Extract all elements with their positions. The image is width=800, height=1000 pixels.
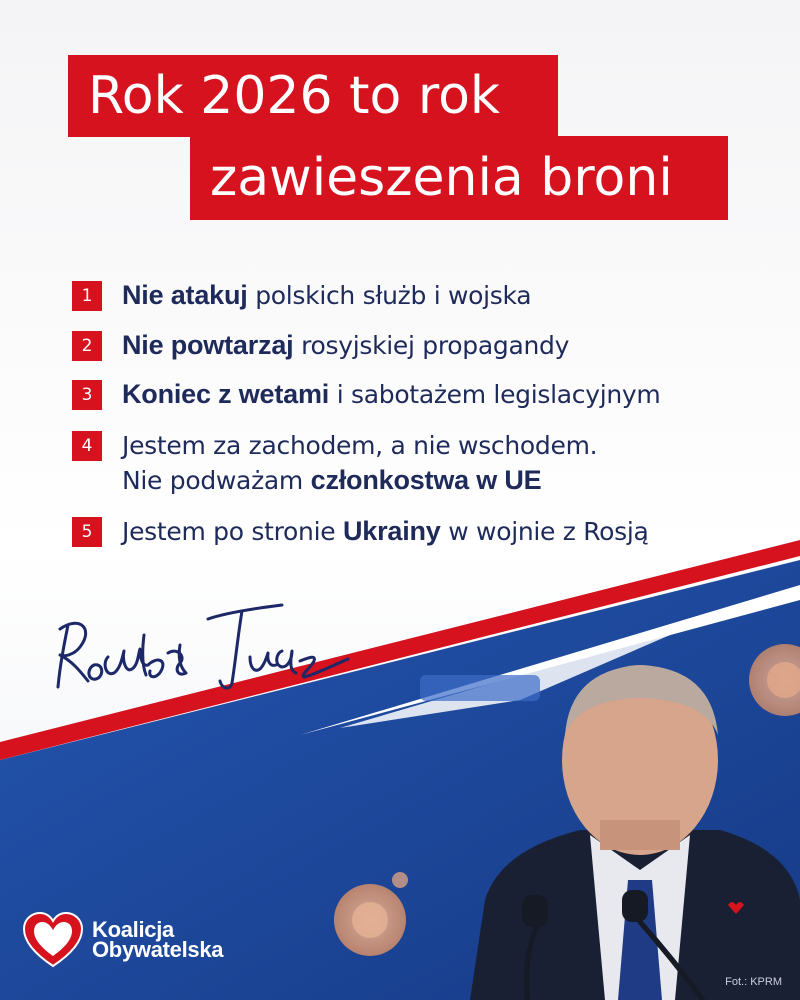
item-rest: polskich służb i wojska xyxy=(247,281,532,310)
item-text xyxy=(122,278,531,313)
item-number-badge: 2 xyxy=(72,331,102,361)
item-number-badge: 3 xyxy=(72,380,102,410)
logo-line-1: Koalicja xyxy=(92,917,174,942)
item-text xyxy=(122,514,649,549)
item-bold: Koniec z wetami xyxy=(122,379,330,409)
item-bold: członkostwa w UE xyxy=(310,465,542,495)
item-pre: Jestem po stronie xyxy=(122,517,343,546)
list-item-1 xyxy=(72,278,531,313)
logo-text xyxy=(92,917,224,962)
item-pre: Nie podważam xyxy=(122,466,311,495)
list-item-2 xyxy=(72,328,569,363)
item-line-2 xyxy=(122,463,597,498)
item-rest: rosyjskiej propagandy xyxy=(293,331,570,360)
list-item-4 xyxy=(72,428,597,498)
item-text xyxy=(122,377,660,412)
title-line-2 xyxy=(190,136,728,220)
item-bold: Nie powtarzaj xyxy=(122,330,294,360)
heart-icon xyxy=(22,912,84,968)
item-text xyxy=(122,428,597,498)
signature xyxy=(50,595,360,705)
photo-credit: Fot.: KPRM xyxy=(725,976,782,988)
item-number-badge: 5 xyxy=(72,517,102,547)
item-rest: i sabotażem legislacyjnym xyxy=(329,380,661,409)
item-text xyxy=(122,328,569,363)
item-line-1: Jestem za zachodem, a nie wschodem. xyxy=(122,431,598,460)
title-text-1: Rok 2026 to rok xyxy=(88,66,501,126)
party-logo xyxy=(22,912,223,968)
title-text-2: zawieszenia broni xyxy=(210,148,673,208)
item-number-badge: 4 xyxy=(72,431,102,461)
item-bold: Ukrainy xyxy=(342,516,441,546)
item-number-badge: 1 xyxy=(72,281,102,311)
list-item-3 xyxy=(72,377,660,412)
item-bold: Nie atakuj xyxy=(122,280,248,310)
list-item-5 xyxy=(72,514,649,549)
title-line-1 xyxy=(68,55,558,137)
logo-line-2: Obywatelska xyxy=(92,937,224,962)
item-rest: w wojnie z Rosją xyxy=(440,517,649,546)
